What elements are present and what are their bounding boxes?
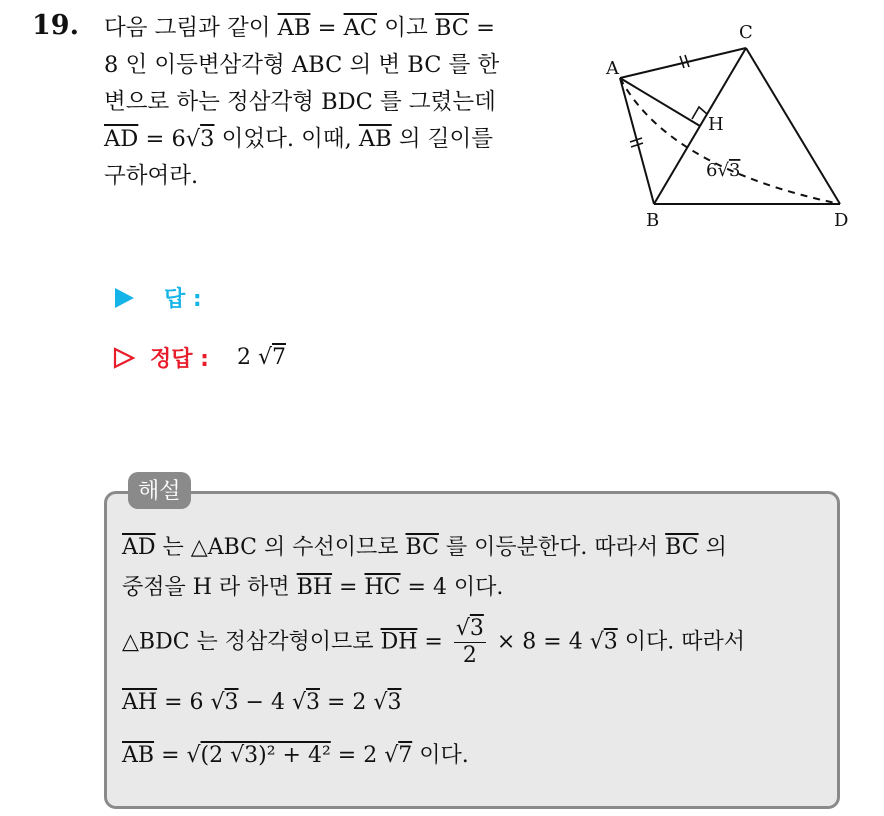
edge-cd (746, 48, 840, 204)
correct-answer-row (112, 342, 286, 373)
vertex-label-c: C (739, 22, 753, 43)
answer-label: 답 : (164, 287, 202, 312)
solution-tag: 해설 (128, 472, 191, 509)
problem-line-4: $\overline{AD} = 6√3$ 이었다. 이때, $\overline{AB}$ 의 길이를 (104, 121, 590, 158)
problem-line-5: 구하여라. (104, 163, 199, 189)
solution-line-2: 중점을 H 라 하면 $\overline{BH} = \overline{HC} = 4$ 이다. (122, 575, 504, 600)
sqrt-symbol: √3 (185, 126, 215, 152)
answer-row (112, 282, 202, 313)
correct-answer-label: 정답 : (150, 347, 209, 372)
segment-ab: $\overline{AB}$ (358, 126, 392, 152)
solution-line-4: $\overline{AH} = 6$ √3 − 4 √3 = 2 √3 (122, 690, 402, 715)
outline-play-arrow-icon (112, 346, 136, 370)
edge-ab (620, 78, 654, 204)
segment-ad: $\overline{AD}$ (104, 126, 139, 152)
problem-text (104, 10, 590, 195)
dashed-length-label: 6√3 (706, 160, 741, 181)
point-label-h: H (708, 114, 724, 135)
segment-ac: $\overline{AC}$ (343, 15, 378, 41)
problem-line-2: 8 인 이등변삼각형 ABC 의 변 BC 를 한 (104, 52, 500, 78)
solution-line-3: △BDC 는 정삼각형이므로 $\overline{DH}$ = $\frac{√3}{2}$ × 8 = 4 √3 이다. 따라서 (122, 616, 745, 668)
vertex-label-a: A (606, 58, 619, 79)
problem-number: 19. (32, 10, 79, 41)
segment-ab: $\overline{AB}$ (277, 15, 311, 41)
fraction: $\frac{√3}{2}$ (455, 616, 484, 668)
problem-line-3: 변으로 하는 정삼각형 BDC 를 그렸는데 (104, 89, 496, 115)
correct-answer-value: 2 √7 (236, 345, 286, 370)
triangle-figure (598, 18, 860, 236)
solution-line-5: $\overline{AB} = √(2$ √3)² + 4² = 2 √7 이다. (122, 743, 469, 768)
play-arrow-icon (112, 286, 136, 310)
vertex-label-d: D (834, 210, 849, 231)
vertex-label-b: B (646, 210, 660, 231)
problem-line-1: 다음 그림과 같이 $\overline{AB} = \overline{AC}$ 이고 $\overline{BC}$ = (104, 15, 496, 41)
solution-line-1: $\overline{AD}$ 는 △ABC 의 수선이므로 $\overline{BC}$ 를 이등분한다. 따라서 $\overline{BC}$ 의 (122, 535, 727, 560)
segment-bc: $\overline{BC}$ (434, 15, 470, 41)
